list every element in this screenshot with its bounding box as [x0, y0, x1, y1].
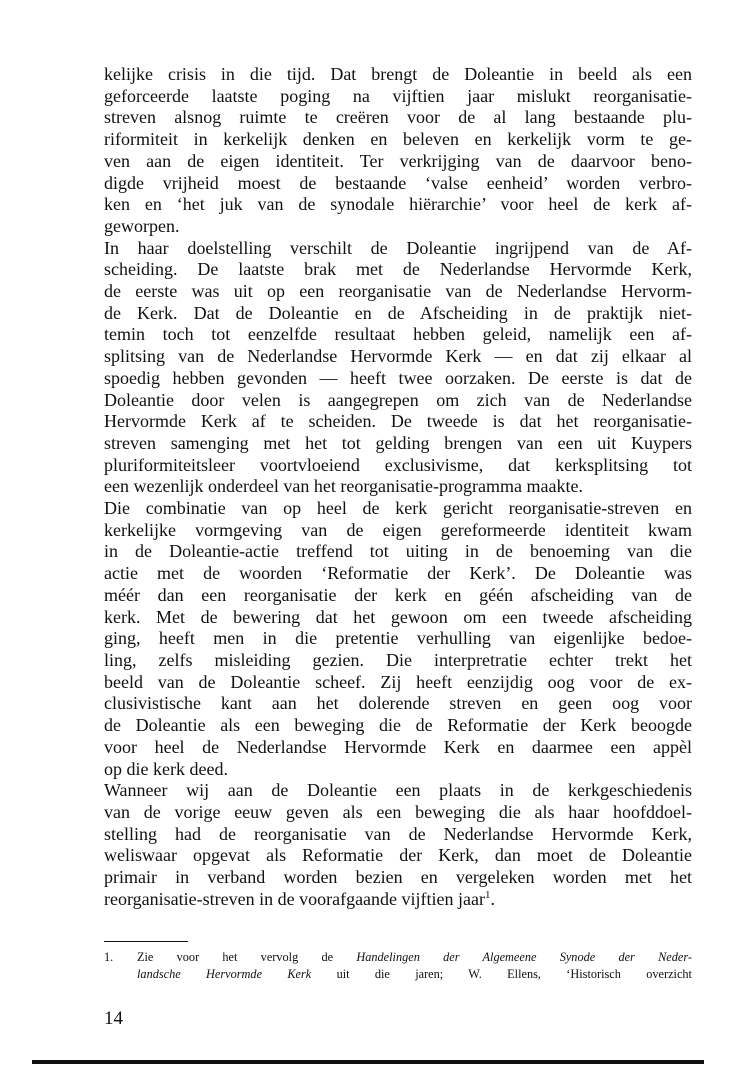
- text-line: ging, heeft men in die pretentie verhulling van eigenlijke bedoe-: [104, 628, 692, 649]
- text-line: in de Doleantie-actie treffend tot uiting in de benoeming van die: [104, 541, 692, 562]
- text-line: de Kerk. Dat de Doleantie en de Afscheiding in de praktijk niet-: [104, 302, 692, 323]
- text-line: streven alsnog ruimte te creëren voor de al lang bestaande plu-: [104, 107, 692, 128]
- text-line: streven samenging met het tot gelding brengen van een uit Kuypers: [104, 432, 692, 453]
- text-line: van de vorige eeuw geven als een beweging die als haar hoofddoel-: [104, 801, 692, 822]
- footnote-source-title: landsche Hervormde Kerk: [137, 967, 312, 981]
- text-line: digde vrijheid moest de bestaande ‘valse eenheid’ worden verbro-: [104, 172, 692, 193]
- text-line: riformiteit in kerkelijk denken en beleven en kerkelijk vorm te ge-: [104, 129, 692, 150]
- text-line: de Doleantie als een beweging die de Reformatie der Kerk beoogde: [104, 715, 692, 736]
- text-line: de eerste was uit op een reorganisatie van de Nederlandse Hervorm-: [104, 281, 692, 302]
- page-number: 14: [104, 1008, 123, 1029]
- footnote-line: [137, 949, 692, 966]
- footnote-source-title: Handelingen der Algemeene Synode der Neder-: [356, 950, 692, 964]
- text-line: ling, zelfs misleiding gezien. Die interpretratie echter trekt het: [104, 649, 692, 670]
- footnote-marker[interactable]: 1: [485, 888, 491, 901]
- text-line: temin toch tot eenzelfde resultaat hebben geleid, namelijk een af-: [104, 324, 692, 345]
- text-line: scheiding. De laatste brak met de Nederlandse Hervormde Kerk,: [104, 259, 692, 280]
- text-line: Die combinatie van op heel de kerk gericht reorganisatie-streven en: [104, 498, 692, 519]
- footnote-separator: [104, 941, 188, 942]
- body-text: [104, 64, 692, 910]
- footnote: [104, 949, 692, 983]
- text-line: ken en ‘het juk van de synodale hiërarchie’ voor heel de kerk af-: [104, 194, 692, 215]
- closing-period: .: [490, 888, 495, 909]
- text-line-last: [104, 889, 692, 911]
- footnote-text-plain: Zie voor het vervolg de: [137, 950, 357, 964]
- text-line: primair in verband worden bezien en vergeleken worden met het: [104, 867, 692, 888]
- text-line: In haar doelstelling verschilt de Doleantie ingrijpend van de Af-: [104, 237, 692, 258]
- text-line: geworpen.: [104, 215, 180, 236]
- footnote-text: [137, 949, 692, 983]
- text-line: geforceerde laatste poging na vijftien jaar mislukt reorganisatie-: [104, 85, 692, 106]
- text-line: Doleantie door velen is aangegrepen om zich van de Nederlandse: [104, 389, 692, 410]
- footnote-line: [137, 966, 692, 983]
- footnote-number: 1.: [104, 950, 114, 964]
- text-line: spoedig hebben gevonden — heeft twee oorzaken. De eerste is dat de: [104, 367, 692, 388]
- text-line: beeld van de Doleantie scheef. Zij heeft eenzijdig oog voor de ex-: [104, 671, 692, 692]
- text-line: méér dan een reorganisatie der kerk en géén afscheiding van de: [104, 584, 692, 605]
- text-line: kerkelijke vormgeving van de eigen gereformeerde identiteit kwam: [104, 519, 692, 540]
- text-line: Wanneer wij aan de Doleantie een plaats in de kerkgeschiedenis: [104, 780, 692, 801]
- text-line: splitsing van de Nederlandse Hervormde Kerk — en dat zij elkaar al: [104, 346, 692, 367]
- text-line: pluriformiteitsleer voortvloeiend exclusivisme, dat kerksplitsing tot: [104, 454, 692, 475]
- text-line: op die kerk deed.: [104, 758, 228, 779]
- text-line: voor heel de Nederlandse Hervormde Kerk en daarmee een appèl: [104, 736, 692, 757]
- text-line: actie met de woorden ‘Reformatie der Kerk’. De Doleantie was: [104, 563, 692, 584]
- text-line: clusivistische kant aan het dolerende streven en geen oog voor: [104, 693, 692, 714]
- text-line: Hervormde Kerk af te scheiden. De tweede is dat het reorganisatie-: [104, 411, 692, 432]
- text-line: een wezenlijk onderdeel van het reorganisatie-programma maakte.: [104, 476, 583, 497]
- text-line: kelijke crisis in die tijd. Dat brengt de Doleantie in beeld als een: [104, 64, 692, 84]
- bottom-rule: [32, 1060, 704, 1064]
- text-line: stelling had de reorganisatie van de Nederlandse Hervormde Kerk,: [104, 823, 692, 844]
- text-line: weliswaar opgevat als Reformatie der Kerk, dan moet de Doleantie: [104, 845, 692, 866]
- footnote-text-plain: uit die jaren; W. Ellens, ‘Historisch overzicht: [311, 967, 692, 981]
- text-line-content: reorganisatie-streven in de voorafgaande vijftien jaar: [104, 888, 485, 909]
- text-line: ven aan de eigen identiteit. Ter verkrijging van de daarvoor beno-: [104, 150, 692, 171]
- text-line: kerk. Met de bewering dat het gewoon om een tweede afscheiding: [104, 606, 692, 627]
